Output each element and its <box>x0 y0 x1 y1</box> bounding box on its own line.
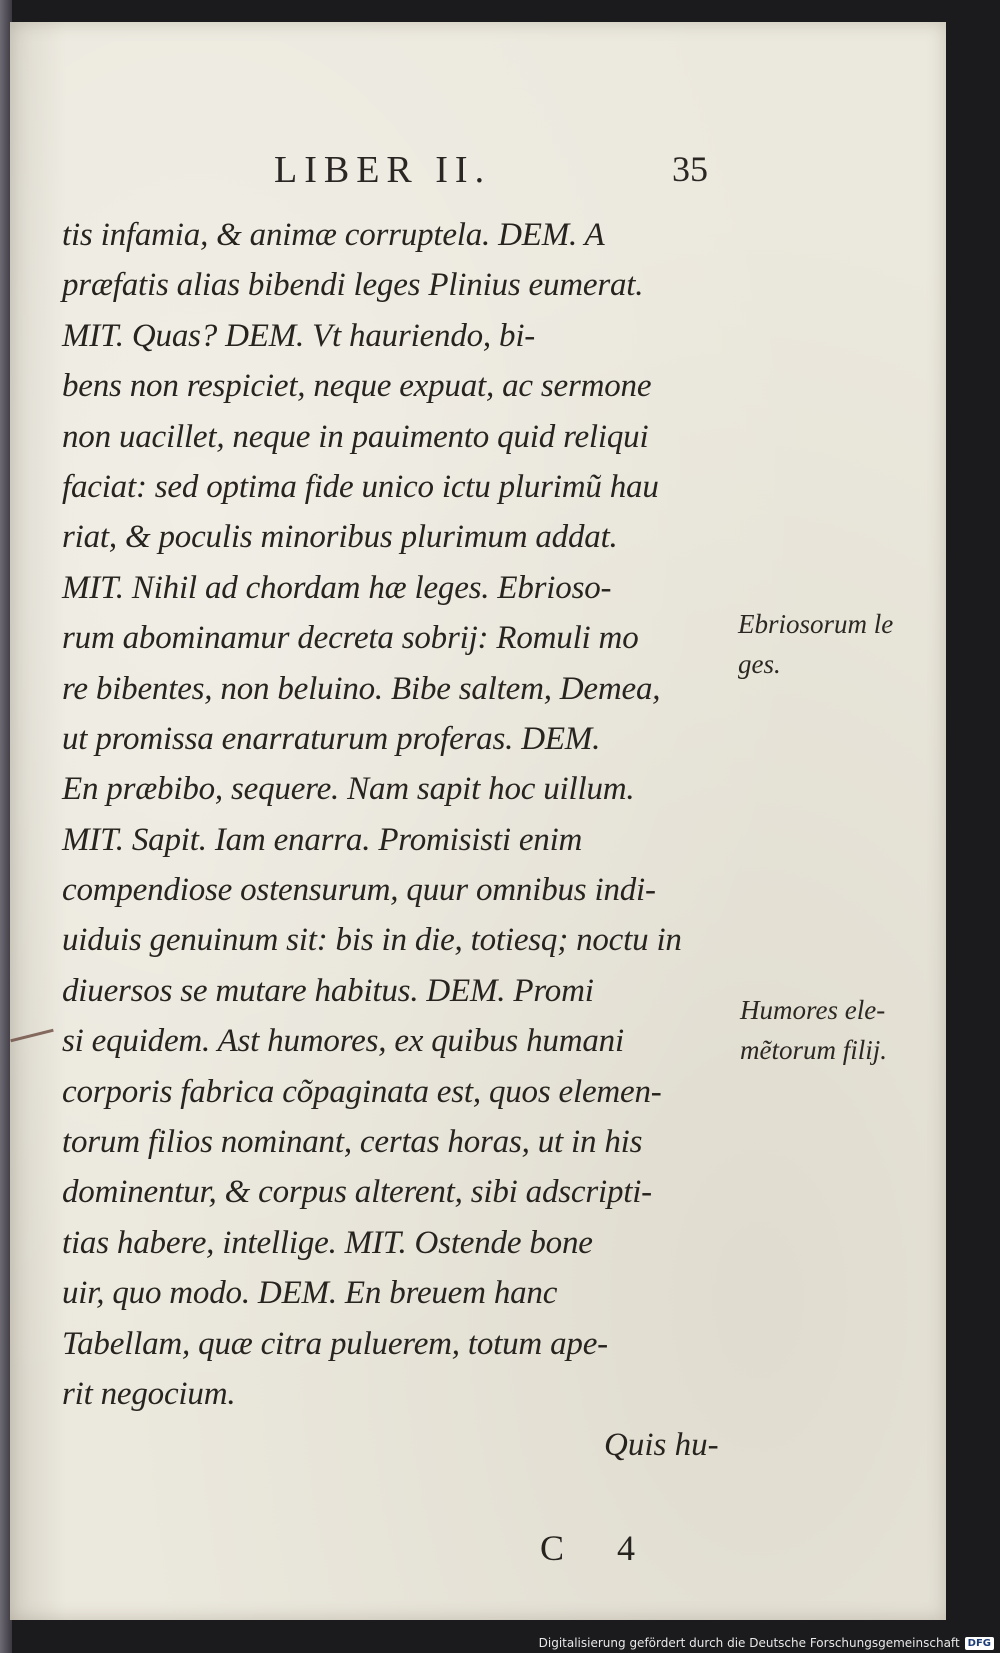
dfg-logo-icon: DFG <box>965 1637 994 1650</box>
text-line: torum filios nominant, certas horas, ut in his <box>62 1124 643 1161</box>
text-line: ut promissa enarraturum proferas. DEM. <box>62 720 601 757</box>
margin-note-line: mẽtorum filij. <box>740 1035 887 1065</box>
page-number: 35 <box>672 149 708 189</box>
margin-note-line: Humores ele- <box>740 995 886 1025</box>
text-line: Tabellam, quæ citra puluerem, totum ape- <box>62 1325 608 1362</box>
text-line: non uacillet, neque in pauimento quid reliqui <box>62 418 649 455</box>
text-line: MIT. Nihil ad chordam hæ leges. Ebrioso- <box>62 569 612 606</box>
book-page <box>10 22 946 1620</box>
margin-note-humores <box>740 990 887 1070</box>
text-line: bens non respiciet, neque expuat, ac sermone <box>62 368 652 405</box>
text-line: præfatis alias bibendi leges Plinius eumerat. <box>62 267 644 304</box>
text-line: En præbibo, sequere. Nam sapit hoc uillum. <box>62 771 635 808</box>
text-line: MIT. Quas? DEM. Vt hauriendo, bi- <box>62 317 536 354</box>
text-line: si equidem. Ast humores, ex quibus humani <box>62 1023 624 1060</box>
text-line: uir, quo modo. DEM. En breuem hanc <box>62 1275 558 1312</box>
text-line: rum abominamur decreta sobrij: Romuli mo <box>62 620 639 657</box>
text-line: compendiose ostensurum, quur omnibus indi- <box>62 872 656 909</box>
text-line: MIT. Sapit. Iam enarra. Promisisti enim <box>62 821 583 858</box>
text-line: corporis fabrica cõpaginata est, quos elemen- <box>62 1073 662 1110</box>
margin-note-line: ges. <box>738 649 781 679</box>
text-line: rit negocium. <box>62 1375 236 1412</box>
text-line: faciat: sed optima fide unico ictu plurimũ hau <box>62 468 659 505</box>
text-line: diuersos se mutare habitus. DEM. Promi <box>62 972 594 1009</box>
signature-mark: C 4 <box>540 1528 658 1568</box>
running-head-title: LIBER II. <box>274 149 492 191</box>
digitization-credit <box>539 1636 994 1650</box>
text-line: re bibentes, non beluino. Bibe saltem, Demea, <box>62 670 661 707</box>
text-line: tis infamia, & animæ corruptela. DEM. A <box>62 217 605 253</box>
margin-note-line: Ebriosorum le <box>738 609 894 639</box>
text-line: riat, & poculis minoribus plurimum addat. <box>62 519 618 556</box>
catchword: Quis hu- <box>604 1427 719 1463</box>
running-head <box>10 148 946 198</box>
credit-text: Digitalisierung gefördert durch die Deutsche Forschungsgemeinschaft <box>538 1636 960 1650</box>
margin-note-ebriosorum <box>738 604 893 684</box>
text-line: uiduis genuinum sit: bis in die, totiesq; noctu in <box>62 922 682 959</box>
main-text <box>62 210 752 1419</box>
text-line: dominentur, & corpus alterent, sibi adscripti- <box>62 1174 652 1211</box>
text-line: tias habere, intellige. MIT. Ostende bone <box>62 1224 593 1261</box>
